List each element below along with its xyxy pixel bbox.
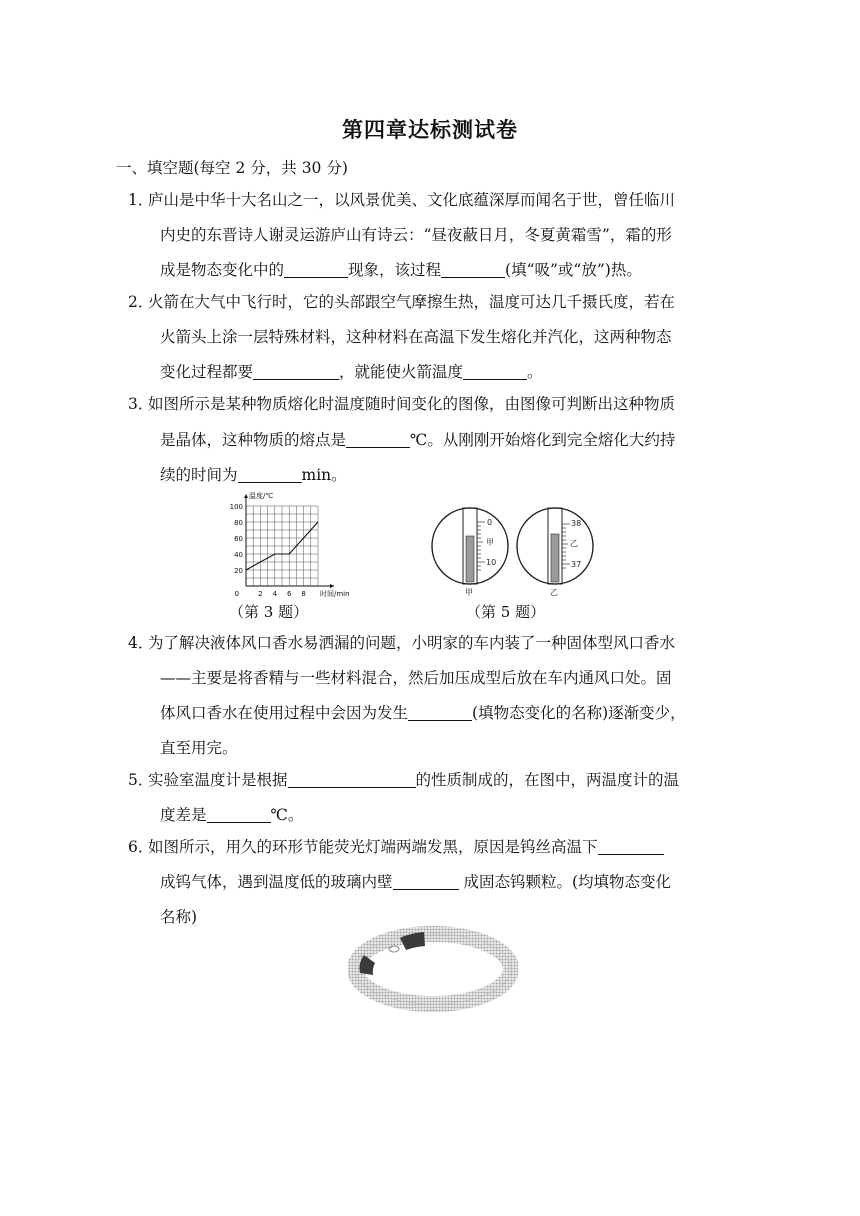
x-tick-label: 4 [272, 590, 278, 598]
x-tick-label: 6 [286, 590, 292, 598]
answer-blank[interactable] [463, 363, 527, 380]
x-tick-label: 8 [301, 590, 306, 598]
question-text: (填“吸”或“放”)热。 [505, 261, 642, 279]
question-text: 成固态钨颗粒。(均填物态变化 [458, 873, 671, 891]
question-text: 如图所示是某种物质熔化时温度随时间变化的图像，由图像可判断出这种物质 [148, 395, 676, 413]
question-text: 火箭在大气中飞行时，它的头部跟空气摩擦生热，温度可达几千摄氏度，若在 [148, 293, 676, 311]
scale-label: 10 [486, 558, 497, 567]
answer-blank[interactable] [207, 806, 271, 823]
question-text: ——主要是将香精与一些材料混合，然后加压成型后放在车内通风口处。固 [160, 669, 672, 687]
answer-blank[interactable] [393, 873, 459, 890]
question-text: 成是物态变化中的 [160, 261, 285, 279]
question-text: (填物态变化的名称)逐渐变少， [472, 704, 686, 722]
question-text: 现象，该过程 [348, 261, 442, 279]
question-text: 如图所示，用久的环形节能荧光灯端两端发黑，原因是钨丝高温下 [148, 838, 598, 856]
figure-sub-label: 乙 [550, 588, 558, 597]
x-axis-label: 时间/min [320, 590, 350, 598]
question-number: 3． [128, 395, 154, 413]
y-axis-label: 温度/℃ [249, 492, 274, 500]
answer-blank[interactable] [288, 771, 416, 788]
answer-blank[interactable] [238, 466, 302, 483]
y-tick-label: 20 [234, 567, 243, 575]
question-text: 直至用完。 [160, 739, 238, 757]
scale-label: 38 [571, 519, 582, 528]
question-number: 5． [128, 771, 154, 789]
page-title: 第四章达标测试卷 [342, 118, 518, 142]
thermometer-label: 甲 [486, 538, 494, 547]
answer-blank[interactable] [441, 261, 505, 278]
question-text: 续的时间为 [160, 466, 238, 484]
question-text: 是晶体，这种物质的熔点是 [160, 431, 347, 449]
liquid-column [466, 536, 474, 582]
question-text: ℃。 [270, 806, 304, 824]
answer-blank[interactable] [598, 838, 664, 855]
question-text: 实验室温度计是根据 [148, 771, 288, 789]
answer-blank[interactable] [408, 704, 472, 721]
answer-blank[interactable] [253, 363, 339, 380]
answer-blank[interactable] [346, 431, 410, 448]
figure-5-caption: （第 5 题） [466, 603, 546, 621]
y-tick-label: 80 [234, 519, 243, 527]
section-heading: 一、填空题(每空 2 分，共 30 分) [116, 159, 348, 177]
question-text: 度差是 [160, 806, 207, 824]
question-text: 变化过程都要 [160, 363, 254, 381]
question-text: 内史的东晋诗人谢灵运游庐山有诗云：“昼夜蔽日月，冬夏黄霜雪”，霜的形 [160, 226, 672, 244]
figure-sub-label: 甲 [465, 588, 473, 597]
question-number: 4． [128, 634, 154, 652]
figure-5-thermometers [430, 500, 600, 600]
question-number: 1． [128, 191, 154, 209]
question-number: 2． [128, 293, 154, 311]
question-text: 成钨气体，遇到温度低的玻璃内壁 [160, 873, 393, 891]
question-text: 庐山是中华十大名山之一，以风景优美、文化底蕴深厚而闻名于世，曾任临川 [148, 191, 676, 209]
scale-label: 0 [487, 518, 493, 527]
x-axis-arrow [330, 584, 334, 588]
scale-label: 37 [571, 560, 582, 569]
figure-3-melting-graph [222, 490, 352, 598]
y-tick-label: 40 [234, 551, 243, 559]
question-number: 6． [128, 838, 154, 856]
question-text: 为了解决液体风口香水易洒漏的问题，小明家的车内装了一种固体型风口香水 [148, 634, 676, 652]
y-axis-arrow [244, 494, 248, 498]
question-text: min。 [301, 466, 347, 484]
thermometer-label: 乙 [570, 539, 578, 548]
question-text: ，就能使火箭温度 [339, 363, 464, 381]
question-text: 名称) [160, 908, 198, 926]
question-text: 火箭头上涂一层特殊材料，这种材料在高温下发生熔化并汽化，这两种物态 [160, 328, 672, 346]
figure-3-caption: （第 3 题） [229, 603, 309, 621]
liquid-column [551, 534, 559, 582]
question-text: 的性质制成的，在图中，两温度计的温 [415, 771, 680, 789]
lamp-tube [355, 934, 511, 1004]
ring-lamp-figure [348, 925, 518, 1015]
x-tick-label: 2 [258, 590, 263, 598]
question-text: 体风口香水在使用过程中会因为发生 [160, 704, 409, 722]
origin-label: 0 [234, 590, 239, 598]
question-text: ℃。从刚刚开始熔化到完全熔化大约持 [410, 431, 676, 449]
y-tick-label: 60 [234, 535, 243, 543]
y-tick-label: 100 [229, 503, 243, 511]
question-text: 。 [527, 363, 543, 381]
answer-blank[interactable] [284, 261, 348, 278]
lamp-connector [389, 946, 399, 952]
